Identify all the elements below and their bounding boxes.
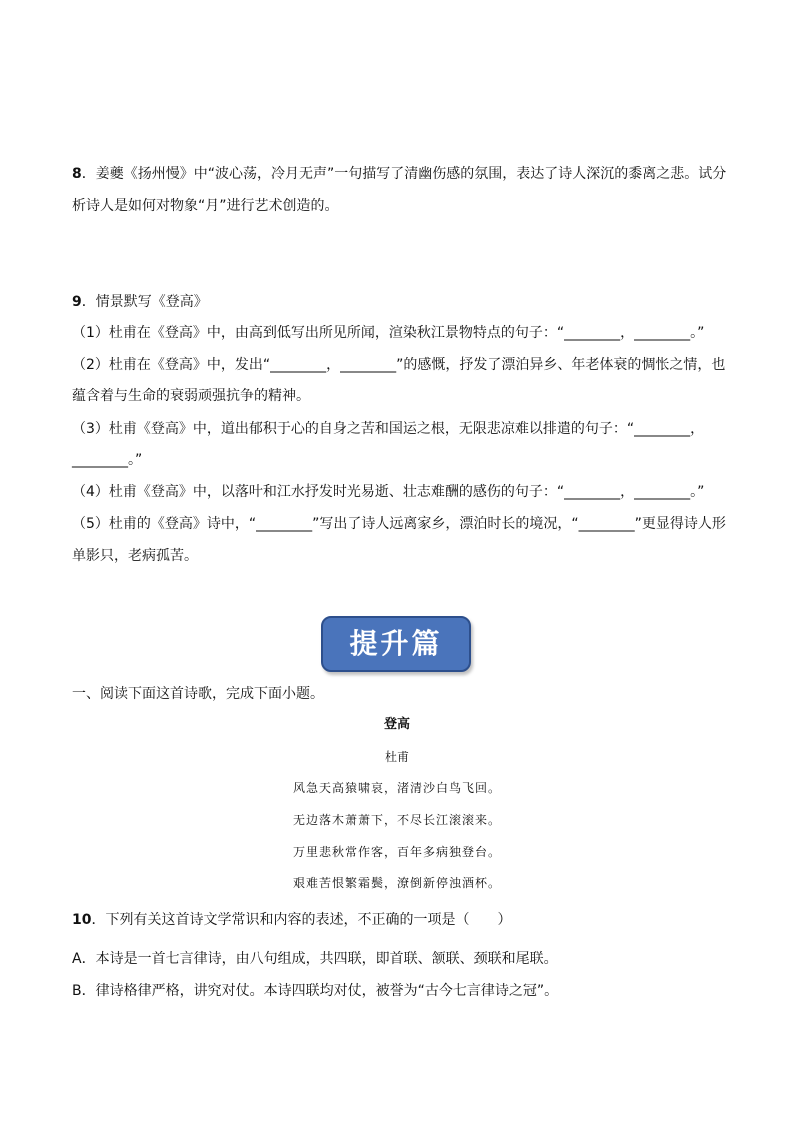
poem-line-1: 风急天高猿啸哀，渚清沙白鸟飞回。 — [292, 781, 501, 795]
q9-item-3-line-2: ________。” — [72, 452, 143, 468]
poem-author: 杜甫 — [384, 750, 409, 764]
q8-line-1 — [72, 164, 726, 184]
poem-line-4: 艰难苦恨繁霜鬓，潦倒新停浊酒杯。 — [292, 876, 501, 890]
q9-title-line — [72, 292, 208, 312]
q8-text-1: ．姜夔《扬州慢》中“波心荡，冷月无声”一句描写了清幽伤感的氛围，表达了诗人深沉的黍离之悲。试分 — [81, 166, 727, 182]
q8-number: 8 — [72, 166, 82, 182]
poem-title: 登高 — [383, 717, 410, 732]
q10-stem-line — [72, 910, 511, 930]
q8-line-2: 析诗人是如何对物象“月”进行艺术创造的。 — [72, 198, 339, 214]
q9-item-2-line-2: 蕴含着与生命的衰弱顽强抗争的精神。 — [72, 388, 310, 404]
section-intro: 一、阅读下面这首诗歌，完成下面小题。 — [72, 686, 324, 702]
q10-option-a: A．本诗是一首七言律诗，由八句组成，共四联，即首联、颔联、颈联和尾联。 — [72, 951, 558, 967]
q9-title: ．情景默写《登高》 — [81, 294, 208, 310]
poem-line-3: 万里悲秋常作客，百年多病独登台。 — [292, 845, 501, 859]
q9-item-5-line-1: （5）杜甫的《登高》诗中，“________”写出了诗人远离家乡，漂泊时长的境况，“________”更显得诗人形 — [72, 516, 726, 532]
q9-number: 9 — [72, 294, 82, 310]
q9-item-2-line-1: （2）杜甫在《登高》中，发出“________，________”的感慨，抒发了漂泊异乡、年老体衰的惆怅之情，也 — [72, 357, 726, 373]
q9-item-1: （1）杜甫在《登高》中，由高到低写出所见所闻，渲染秋江景物特点的句子：“________，________。” — [72, 325, 705, 341]
q10-number: 10 — [72, 912, 92, 928]
q10-option-b: B．律诗格律严格，讲究对仗。本诗四联均对仗，被誉为“古今七言律诗之冠”。 — [72, 983, 559, 999]
section-banner: 提升篇 — [321, 616, 471, 672]
q9-item-5-line-2: 单影只，老病孤苦。 — [72, 548, 198, 564]
poem-line-2: 无边落木萧萧下，不尽长江滚滚来。 — [292, 813, 501, 827]
q10-stem: ．下列有关这首诗文学常识和内容的表述，不正确的一项是（ ） — [91, 912, 512, 928]
q9-item-3-line-1: （3）杜甫《登高》中，道出郁积于心的自身之苦和国运之根，无限悲凉难以排遣的句子：“________， — [72, 421, 705, 437]
q9-item-4: （4）杜甫《登高》中，以落叶和江水抒发时光易逝、壮志难酬的感伤的句子：“________，________。” — [72, 484, 705, 500]
